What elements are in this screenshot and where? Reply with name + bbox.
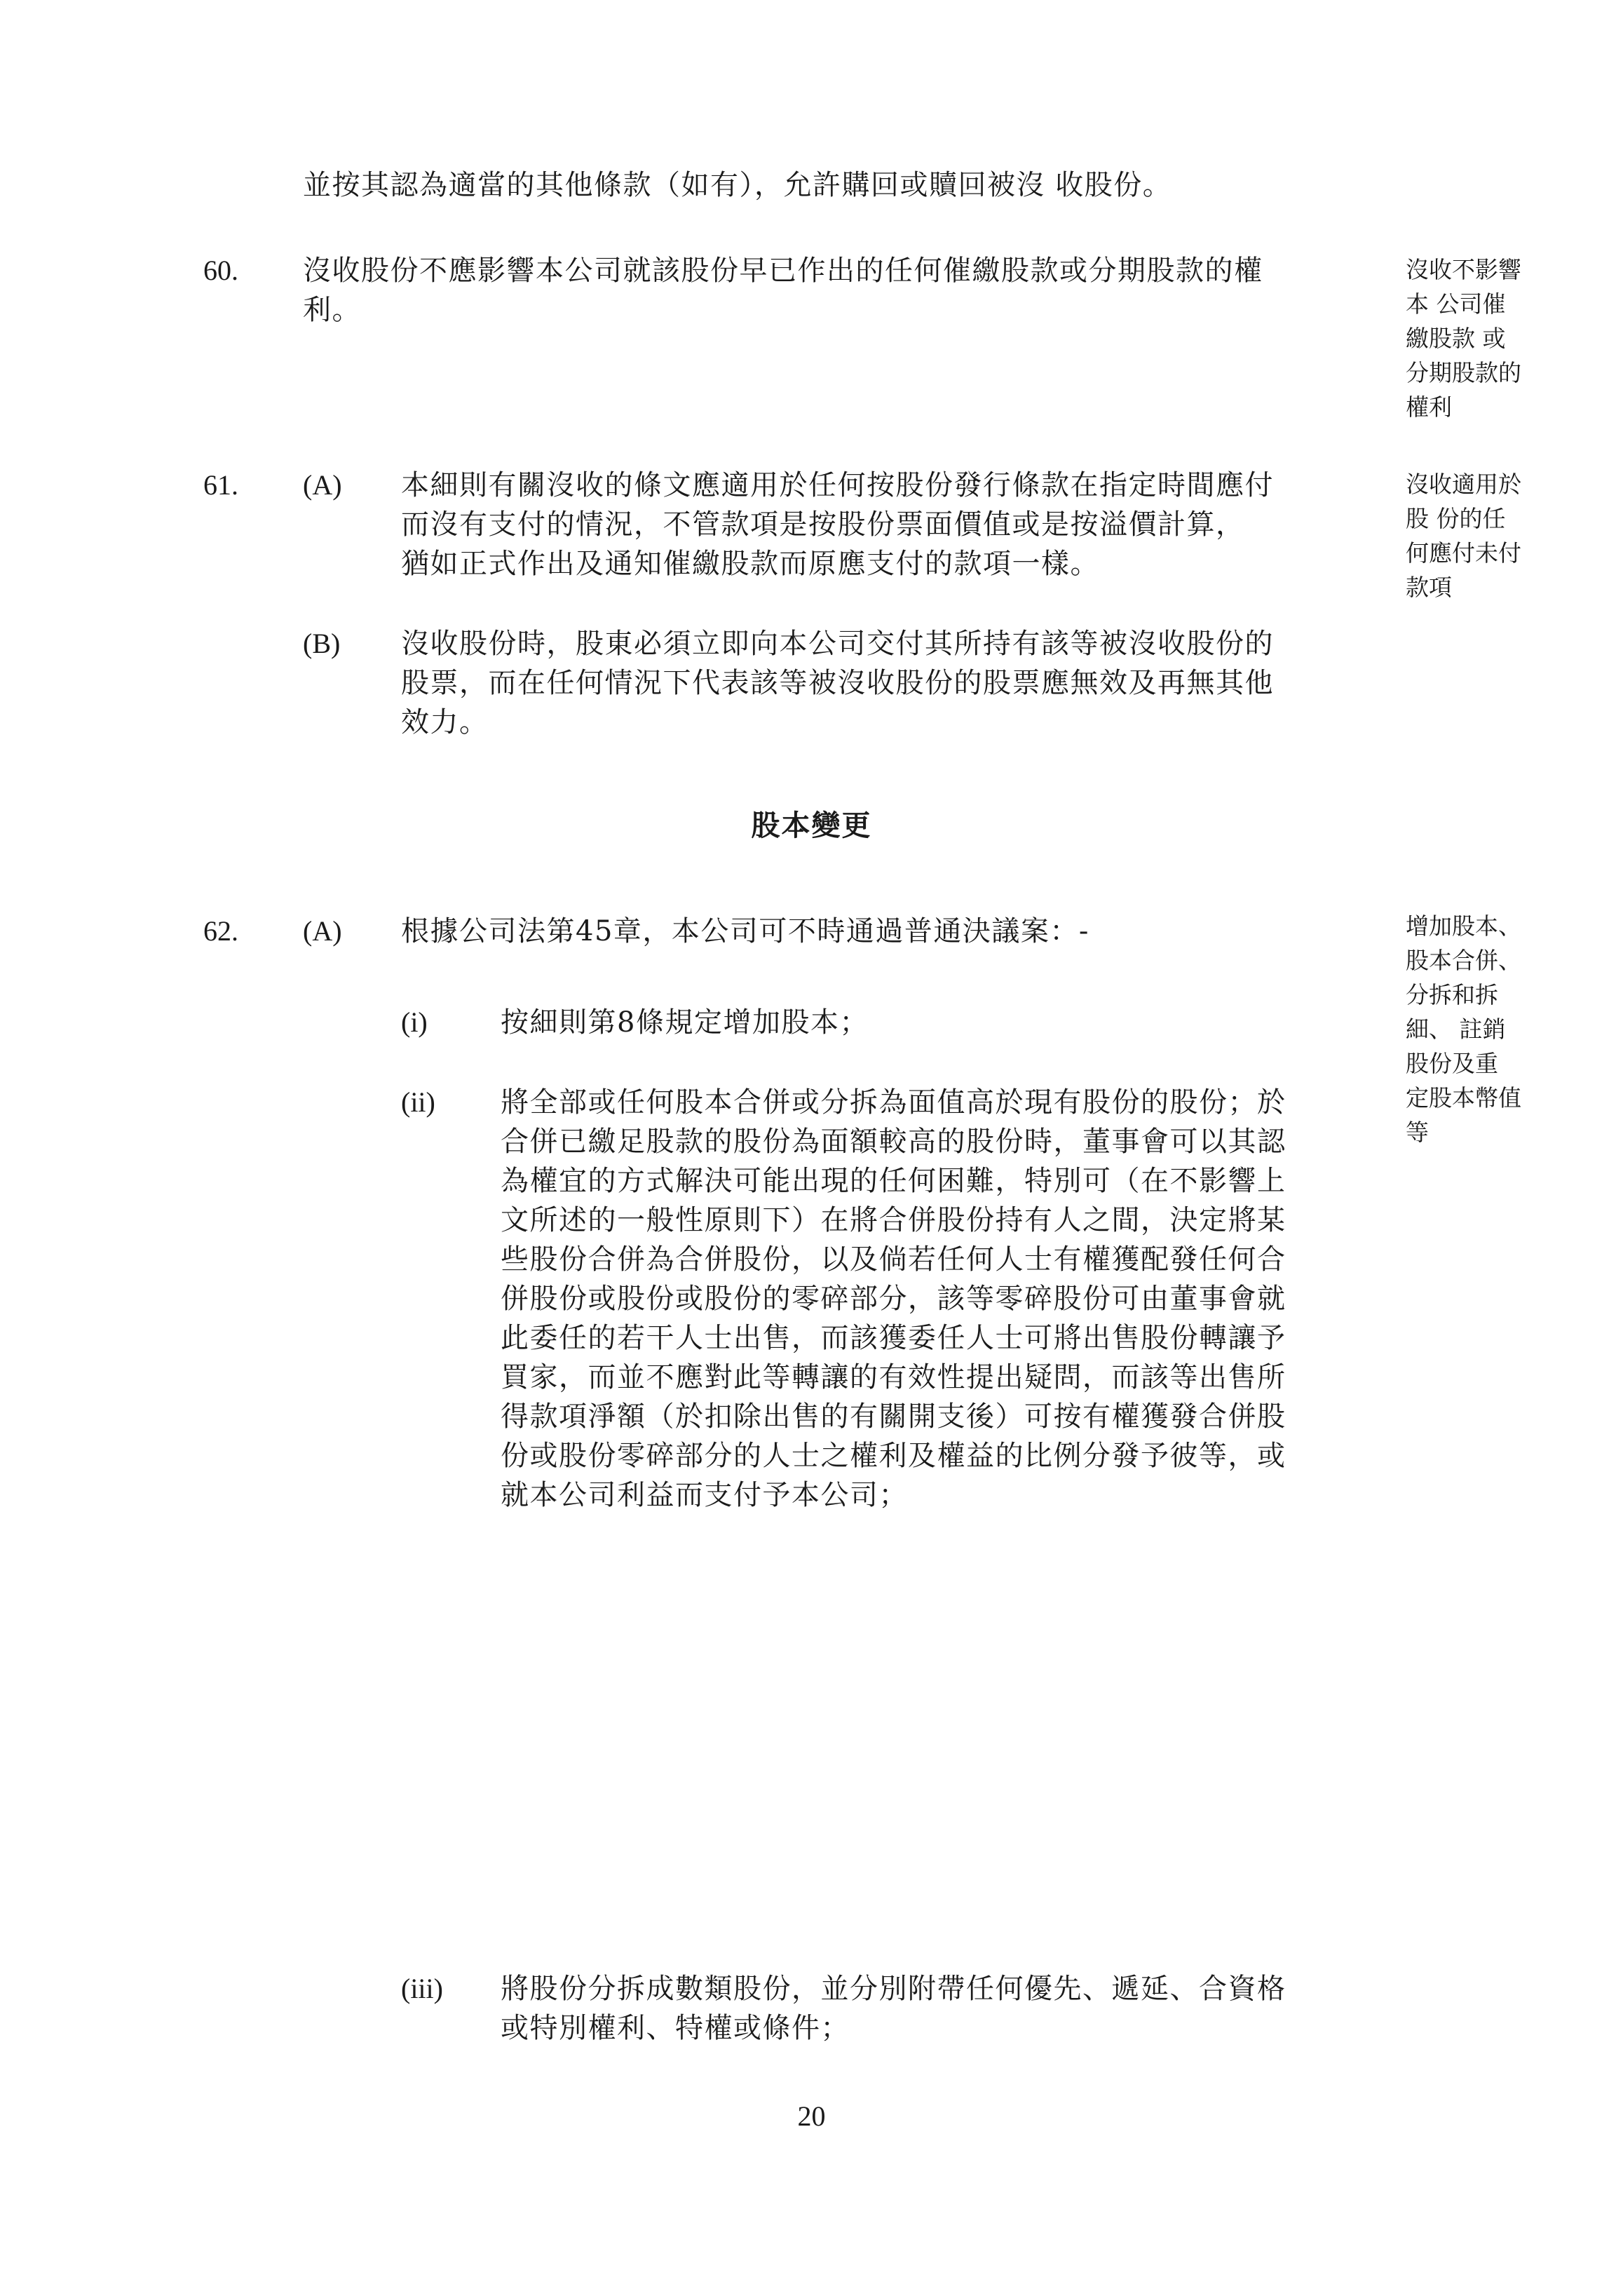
item-ii-label: (ii): [401, 1086, 435, 1118]
clause-61-b-line-3: 效力。: [401, 706, 489, 738]
margin-note-line: 股份及重: [1406, 1050, 1498, 1077]
margin-note-line: 分拆和拆: [1406, 981, 1498, 1008]
item-ii-text: [501, 1083, 1286, 1515]
margin-note-line: 增加股本、: [1406, 912, 1521, 940]
item-ii-line: 為權宜的方式解決可能出現的任何困難，特別可（在不影響上: [501, 1165, 1286, 1197]
margin-note-line: 細、 註銷: [1406, 1015, 1506, 1043]
item-ii-line: 文所述的一般性原則下）在將合併股份持有人之間，決定將某: [501, 1204, 1286, 1236]
item-iii-line: 或特別權利、特權或條件；: [501, 2012, 850, 2044]
continuation-text: 並按其認為適當的其他條款（如有），允許購回或贖回被沒 收股份。: [303, 169, 1172, 201]
clause-61-number: 61.: [203, 469, 238, 501]
clause-61-a-text: [401, 466, 1274, 583]
margin-note-line: 本 公司催: [1406, 290, 1506, 318]
item-ii-line: 就本公司利益而支付予本公司；: [501, 1479, 908, 1511]
margin-note-line: 沒收不影響: [1406, 256, 1521, 283]
item-ii-line: 得款項淨額（於扣除出售的有關開支後）可按有權獲發合併股: [501, 1400, 1286, 1433]
margin-note-line: 何應付未付: [1406, 539, 1521, 567]
item-ii-line: 此委任的若干人士出售，而該獲委任人士可將出售股份轉讓予: [501, 1322, 1286, 1354]
margin-note-line: 股 份的任: [1406, 505, 1506, 532]
item-ii-line: 買家，而並不應對此等轉讓的有效性提出疑問，而該等出售所: [501, 1361, 1286, 1393]
clause-61-b-line-2: 股票，而在任何情況下代表該等被沒收股份的股票應無效及再無其他: [401, 667, 1274, 699]
margin-note-line: 沒收適用於: [1406, 471, 1521, 498]
clause-60-line-1: 沒收股份不應影響本公司就該股份早已作出的任何催繳股款或分期股款的權: [303, 255, 1263, 287]
item-i-text: 按細則第8條規定增加股本；: [501, 1006, 869, 1039]
clause-61-a-label: (A): [303, 469, 342, 501]
clause-60-line-2: 利。: [303, 294, 361, 326]
clause-60-number: 60.: [203, 255, 238, 286]
clause-62-a-text: 根據公司法第45章，本公司可不時通過普通決議案：-: [401, 915, 1089, 947]
margin-note-line: 等: [1406, 1119, 1429, 1146]
clause-61-a-line-2: 而沒有支付的情況，不管款項是按股份票面價值或是按溢價計算，: [401, 508, 1245, 541]
item-i-label: (i): [401, 1006, 428, 1038]
item-iii-text: [501, 1969, 1286, 2048]
clause-61-b-text: [401, 624, 1274, 742]
margin-note-line: 權利: [1406, 393, 1452, 421]
item-ii-line: 併股份或股份或股份的零碎部分，該等零碎股份可由董事會就: [501, 1283, 1286, 1315]
clause-60-text: [303, 251, 1263, 330]
clause-61-a-line-1: 本細則有關沒收的條文應適用於任何按股份發行條款在指定時間應付: [401, 469, 1274, 501]
item-ii-line: 將全部或任何股本合併或分拆為面值高於現有股份的股份；於: [501, 1086, 1286, 1119]
section-heading: 股本變更: [751, 809, 872, 842]
clause-61-b-line-1: 沒收股份時，股東必須立即向本公司交付其所持有該等被沒收股份的: [401, 628, 1274, 660]
clause-61-b-label: (B): [303, 628, 341, 659]
margin-note-line: 定股本幣值: [1406, 1084, 1521, 1112]
margin-note-line: 款項: [1406, 574, 1452, 601]
item-ii-line: 些股份合併為合併股份，以及倘若任何人士有權獲配發任何合: [501, 1243, 1286, 1276]
item-ii-line: 合併已繳足股款的股份為面額較高的股份時，董事會可以其認: [501, 1126, 1286, 1158]
item-iii-line: 將股份分拆成數類股份，並分別附帶任何優先、遞延、合資格: [501, 1973, 1286, 2005]
item-iii-label: (iii): [401, 1973, 443, 2004]
page-number: 20: [797, 2100, 826, 2132]
clause-62-number: 62.: [203, 915, 238, 947]
margin-note-line: 繳股款 或: [1406, 325, 1506, 352]
clause-61-margin-note: [1406, 467, 1546, 605]
clause-62-a-label: (A): [303, 915, 342, 947]
clause-62-margin-note: [1406, 909, 1546, 1149]
item-ii-line: 份或股份零碎部分的人士之權利及權益的比例分發予彼等，或: [501, 1440, 1286, 1472]
margin-note-line: 分期股款的: [1406, 359, 1521, 386]
margin-note-line: 股本合併、: [1406, 947, 1521, 974]
clause-61-a-line-3: 猶如正式作出及通知催繳股款而原應支付的款項一樣。: [401, 548, 1099, 580]
clause-60-margin-note: [1406, 252, 1546, 424]
